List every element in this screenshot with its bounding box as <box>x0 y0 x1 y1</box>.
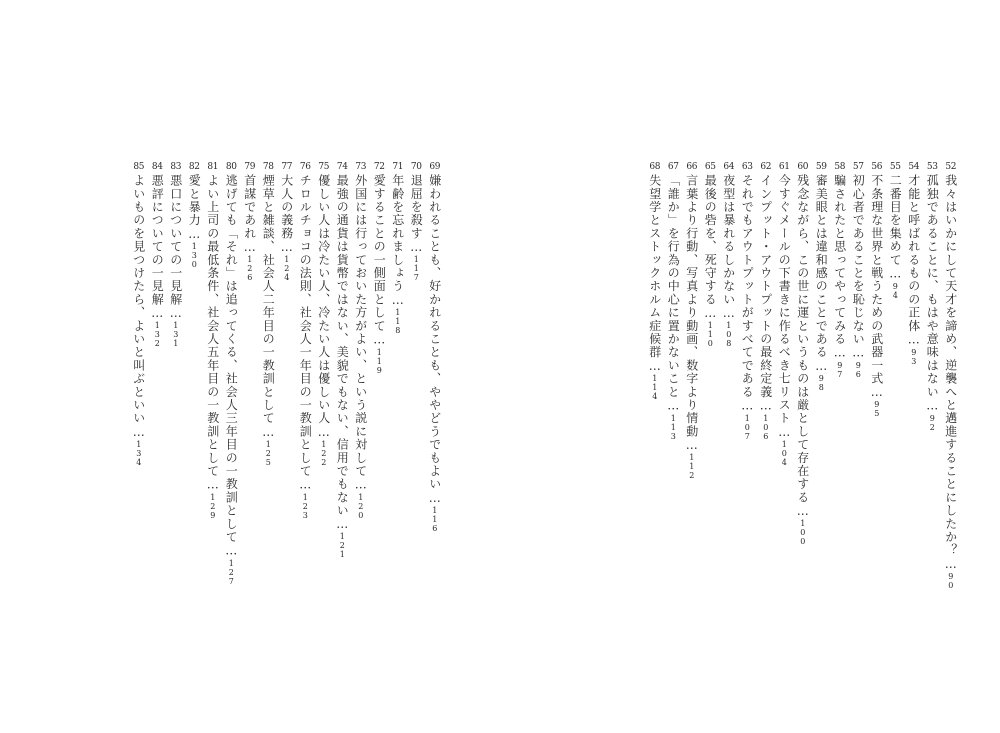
toc-entry <box>868 162 887 418</box>
entry-number: 62 <box>760 162 772 172</box>
entry-page-number: 110 <box>705 321 715 349</box>
entry-number: 67 <box>667 162 679 172</box>
entry-page-number: 126 <box>245 255 255 283</box>
toc-entry <box>389 162 408 335</box>
toc-entry <box>426 162 445 533</box>
toc-entry <box>296 162 315 520</box>
entry-page-number: 129 <box>208 492 218 520</box>
entry-title: 夜型は暴れるしかない… <box>721 174 736 322</box>
entry-number: 82 <box>188 162 200 172</box>
entry-page-number: 124 <box>282 255 292 283</box>
entry-number: 57 <box>852 162 864 172</box>
entry-number: 66 <box>686 162 698 172</box>
entry-page-number: 107 <box>742 413 752 441</box>
entry-title: 大人の義務… <box>279 174 294 256</box>
entry-number: 79 <box>244 162 256 172</box>
entry-page-number: 131 <box>171 321 181 349</box>
toc-entry <box>167 162 186 348</box>
entry-title: 失望学とストックホルム症候群… <box>647 174 662 374</box>
entry-title: 悪口についての一見解… <box>168 174 183 322</box>
entry-number: 83 <box>170 162 182 172</box>
entry-title: 初心者であることを恥じない… <box>851 174 866 361</box>
entry-page-number: 130 <box>189 242 199 269</box>
entry-page-number: 120 <box>356 492 366 520</box>
entry-page-number: 93 <box>909 347 919 366</box>
entry-page-number: 113 <box>668 413 678 441</box>
toc-entry <box>130 162 149 467</box>
entry-number: 56 <box>871 162 883 172</box>
toc-entry <box>905 162 924 366</box>
toc-entry <box>333 162 352 559</box>
entry-title: 才能と呼ばれるものの正体… <box>906 174 921 348</box>
entry-number: 77 <box>281 162 293 172</box>
entry-title: 悪評についての一見解… <box>150 174 165 322</box>
entry-number: 72 <box>373 162 385 172</box>
entry-page-number: 108 <box>724 321 734 349</box>
entry-number: 85 <box>133 162 145 172</box>
entry-title: それでもアウトプットがすべてである… <box>740 174 755 414</box>
toc-entry <box>849 162 868 379</box>
entry-number: 69 <box>429 162 441 172</box>
toc-entry <box>812 162 831 392</box>
entry-title: よい上司の最低条件、社会人五年目の一教訓として… <box>205 174 220 493</box>
entry-page-number: 96 <box>853 360 863 379</box>
toc-entry <box>775 162 794 467</box>
entry-page-number: 123 <box>300 492 310 520</box>
entry-number: 60 <box>797 162 809 172</box>
entry-title: 愛と暴力… <box>187 174 202 242</box>
entry-title: 最強の通貨は貨幣ではない、美貌でもない、信用でもない… <box>335 174 350 533</box>
entry-page-number: 104 <box>779 440 789 467</box>
entry-page-number: 112 <box>687 453 697 481</box>
entry-title: 二番目を集めて… <box>888 174 903 282</box>
toc-right-page <box>560 162 960 602</box>
entry-number: 71 <box>392 162 404 172</box>
entry-page-number: 134 <box>134 440 144 467</box>
toc-entry <box>370 162 389 375</box>
toc-entry <box>683 162 702 480</box>
entry-number: 59 <box>815 162 827 172</box>
entry-number: 58 <box>834 162 846 172</box>
entry-page-number: 106 <box>761 413 771 441</box>
entry-page-number: 121 <box>337 532 347 560</box>
entry-title: 首謀であれ… <box>242 174 257 256</box>
entry-title: 騙されたと思ってやってみる… <box>832 174 847 361</box>
entry-title: よいものを見つけたら、よいと叫ぶといい… <box>131 174 146 440</box>
toc-entry <box>185 162 204 269</box>
entry-number: 81 <box>207 162 219 172</box>
toc-entry <box>720 162 739 348</box>
entry-title: 嫌われることも、好かれることも、ややどうでもよい… <box>427 174 442 506</box>
toc-entry <box>886 162 905 300</box>
entry-page-number: 122 <box>319 440 329 467</box>
entry-title: 孤独であることに、もはや意味はない… <box>925 174 940 414</box>
entry-page-number: 125 <box>263 440 273 467</box>
entry-title: 言葉より行動、写真より動画、数字より情動… <box>684 174 699 454</box>
entry-title: 退屈を殺す… <box>409 174 424 256</box>
toc-entry <box>148 162 167 348</box>
entry-title: 愛することの一側面として… <box>372 174 387 348</box>
entry-number: 68 <box>649 162 661 172</box>
entry-page-number: 114 <box>650 374 660 401</box>
entry-number: 80 <box>225 162 237 172</box>
entry-page-number: 100 <box>798 519 808 547</box>
entry-number: 76 <box>299 162 311 172</box>
entry-page-number: 118 <box>393 308 403 335</box>
entry-number: 74 <box>336 162 348 172</box>
entry-page-number: 132 <box>152 321 162 349</box>
entry-title: 「誰か」を行為の中心に置かないこと… <box>666 174 681 414</box>
toc-entry <box>204 162 223 520</box>
entry-page-number: 95 <box>872 400 882 419</box>
toc-entry <box>794 162 813 546</box>
entry-page-number: 98 <box>816 374 826 392</box>
entry-page-number: 119 <box>374 347 384 375</box>
entry-title: 残念ながら、この世に運というものは厳として存在する… <box>795 174 810 520</box>
entry-title: チロルチョコの法則、社会人一年目の一教訓として… <box>298 174 313 493</box>
toc-entry <box>738 162 757 441</box>
toc-entry <box>278 162 297 282</box>
entry-page-number: 92 <box>927 413 937 432</box>
entry-number: 61 <box>778 162 790 172</box>
entry-page-number: 90 <box>946 572 956 590</box>
entry-title: 審美眼とは違和感のことである… <box>814 174 829 374</box>
toc-entry <box>407 162 426 282</box>
entry-page-number: 116 <box>430 506 440 533</box>
entry-number: 52 <box>945 162 957 172</box>
entry-number: 55 <box>889 162 901 172</box>
toc-entry <box>241 162 260 282</box>
toc-entry <box>646 162 665 401</box>
entry-title: 不条理な世界と戦うための武器一式… <box>869 174 884 401</box>
entry-page-number: 94 <box>890 281 900 300</box>
toc-entry <box>701 162 720 348</box>
entry-page-number: 127 <box>226 558 236 586</box>
toc-entry <box>222 162 241 586</box>
toc-entry <box>315 162 334 467</box>
entry-number: 70 <box>410 162 422 172</box>
entry-title: インプット・アウトプットの最終定義… <box>758 174 773 414</box>
entry-title: 我々はいかにして天才を諦め、逆襲へと邁進することにしたか？… <box>943 174 958 572</box>
entry-number: 73 <box>355 162 367 172</box>
toc-entry <box>259 162 278 467</box>
entry-title: 今すぐメールの下書きに作るべき七リスト… <box>777 174 792 440</box>
entry-number: 64 <box>723 162 735 172</box>
toc-entry <box>831 162 850 379</box>
entry-number: 63 <box>741 162 753 172</box>
entry-title: 最後の砦を、死守する… <box>703 174 718 322</box>
toc-entry <box>923 162 942 432</box>
toc-entry <box>664 162 683 441</box>
entry-page-number: 97 <box>835 360 845 379</box>
entry-number: 53 <box>926 162 938 172</box>
entry-number: 78 <box>262 162 274 172</box>
entry-number: 54 <box>908 162 920 172</box>
entry-title: 年齢を忘れましょう… <box>390 174 405 308</box>
toc-entry <box>757 162 776 441</box>
entry-title: 逃げても「それ」は追ってくる、社会人三年目の一教訓として… <box>224 174 239 559</box>
toc-entry <box>352 162 371 520</box>
entry-number: 65 <box>704 162 716 172</box>
entry-title: 優しい人は冷たい人、冷たい人は優しい人… <box>316 174 331 440</box>
entry-title: 煙草と雑談、社会人二年目の一教訓として… <box>261 174 276 440</box>
entry-title: 外国には行っておいた方がよい、という説に対して… <box>353 174 368 493</box>
entry-page-number: 117 <box>411 255 421 283</box>
entry-number: 84 <box>151 162 163 172</box>
entry-number: 75 <box>318 162 330 172</box>
toc-entry <box>942 162 961 590</box>
toc-left-page <box>44 162 444 602</box>
